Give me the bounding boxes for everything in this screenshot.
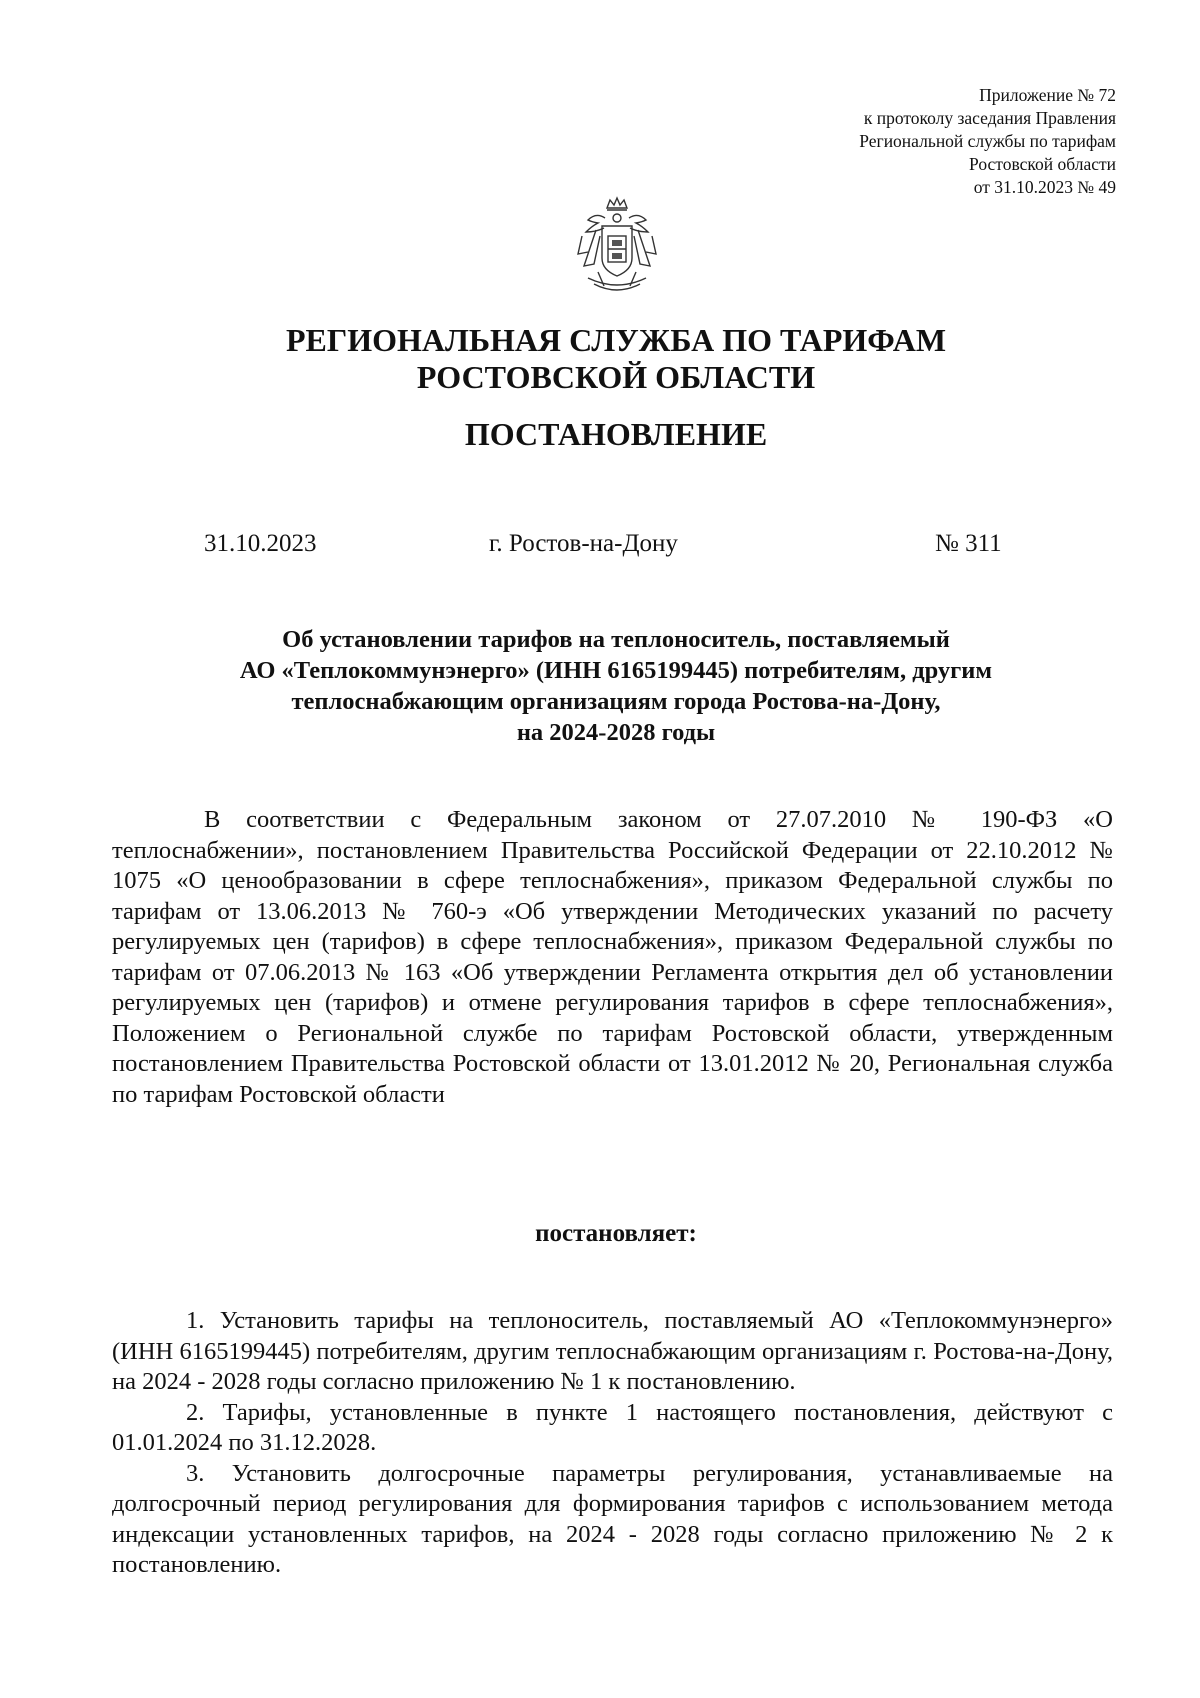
organization-name-line: РОСТОВСКОЙ ОБЛАСТИ bbox=[416, 359, 816, 395]
document-number: № 311 bbox=[935, 530, 1002, 557]
document-date: 31.10.2023 bbox=[204, 530, 317, 557]
resolution-item: 2. Тарифы, установленные в пункте 1 настоящего постановления, действуют с 01.01.2024 по 31.12.2028. bbox=[112, 1398, 1113, 1456]
preamble-section bbox=[112, 805, 1113, 1110]
annex-line: Ростовской области bbox=[969, 154, 1116, 174]
subject-line: АО «Теплокоммунэнерго» (ИНН 6165199445) потребителям, другим bbox=[239, 657, 993, 684]
annex-reference bbox=[859, 84, 1116, 199]
annex-line: к протоколу заседания Правления bbox=[863, 108, 1116, 128]
resolution-items bbox=[112, 1306, 1113, 1581]
subject-line: теплоснабжающим организациям города Ростова-на-Дону, bbox=[291, 688, 941, 715]
resolution-item: 1. Установить тарифы на теплоноситель, поставляемый АО «Теплокоммунэнерго» (ИНН 6165199445) потребителям, другим теплоснабжающим организациям г. Ростова-на-Дону, на 2024 - 2028 годы согласно приложению № 1 к постановлению. bbox=[112, 1307, 1113, 1395]
preamble-paragraph: В соответствии с Федеральным законом от 27.07.2010 № 190-ФЗ «О теплоснабжении», постановлением Правительства Российской Федерации от 22.10.2012 № 1075 «О ценообразовании в сфере теплоснабжения», приказом Федеральной службы по тарифам от 13.06.2013 № 760-э «Об утверждении Методических указаний по расчету регулируемых цен (тарифов) в сфере теплоснабжения», приказом Федеральной службы по тарифам от 07.06.2013 № 163 «Об утверждении Регламента открытия дел об установлении регулируемых цен (тарифов) и отмене регулирования тарифов в сфере теплоснабжения», Положением о Региональной службе по тарифам Ростовской области, утвержденным постановлением Правительства Ростовской области от 13.01.2012 № 20, Региональная служба по тарифам Ростовской области bbox=[112, 806, 1113, 1108]
coat-of-arms-icon bbox=[574, 196, 660, 298]
organization-name bbox=[0, 322, 1200, 396]
annex-line: Приложение № 72 bbox=[979, 85, 1116, 105]
organization-name-line: РЕГИОНАЛЬНАЯ СЛУЖБА ПО ТАРИФАМ bbox=[285, 322, 947, 358]
subject-line: на 2024-2028 годы bbox=[516, 719, 716, 746]
decree-word: постановляет: bbox=[535, 1220, 697, 1247]
document-place: г. Ростов-на-Дону bbox=[489, 530, 678, 557]
annex-line: от 31.10.2023 № 49 bbox=[973, 177, 1116, 197]
document-type: ПОСТАНОВЛЕНИЕ bbox=[464, 416, 768, 452]
resolution-item: 3. Установить долгосрочные параметры регулирования, устанавливаемые на долгосрочный период регулирования для формирования тарифов с использованием метода индексации установленных тарифов, на 2024 - 2028 годы согласно приложению № 2 к постановлению. bbox=[112, 1459, 1113, 1578]
subject-line: Об установлении тарифов на теплоноситель, поставляемый bbox=[282, 626, 950, 653]
document-subject bbox=[0, 624, 1200, 748]
annex-line: Региональной службы по тарифам bbox=[859, 131, 1116, 151]
